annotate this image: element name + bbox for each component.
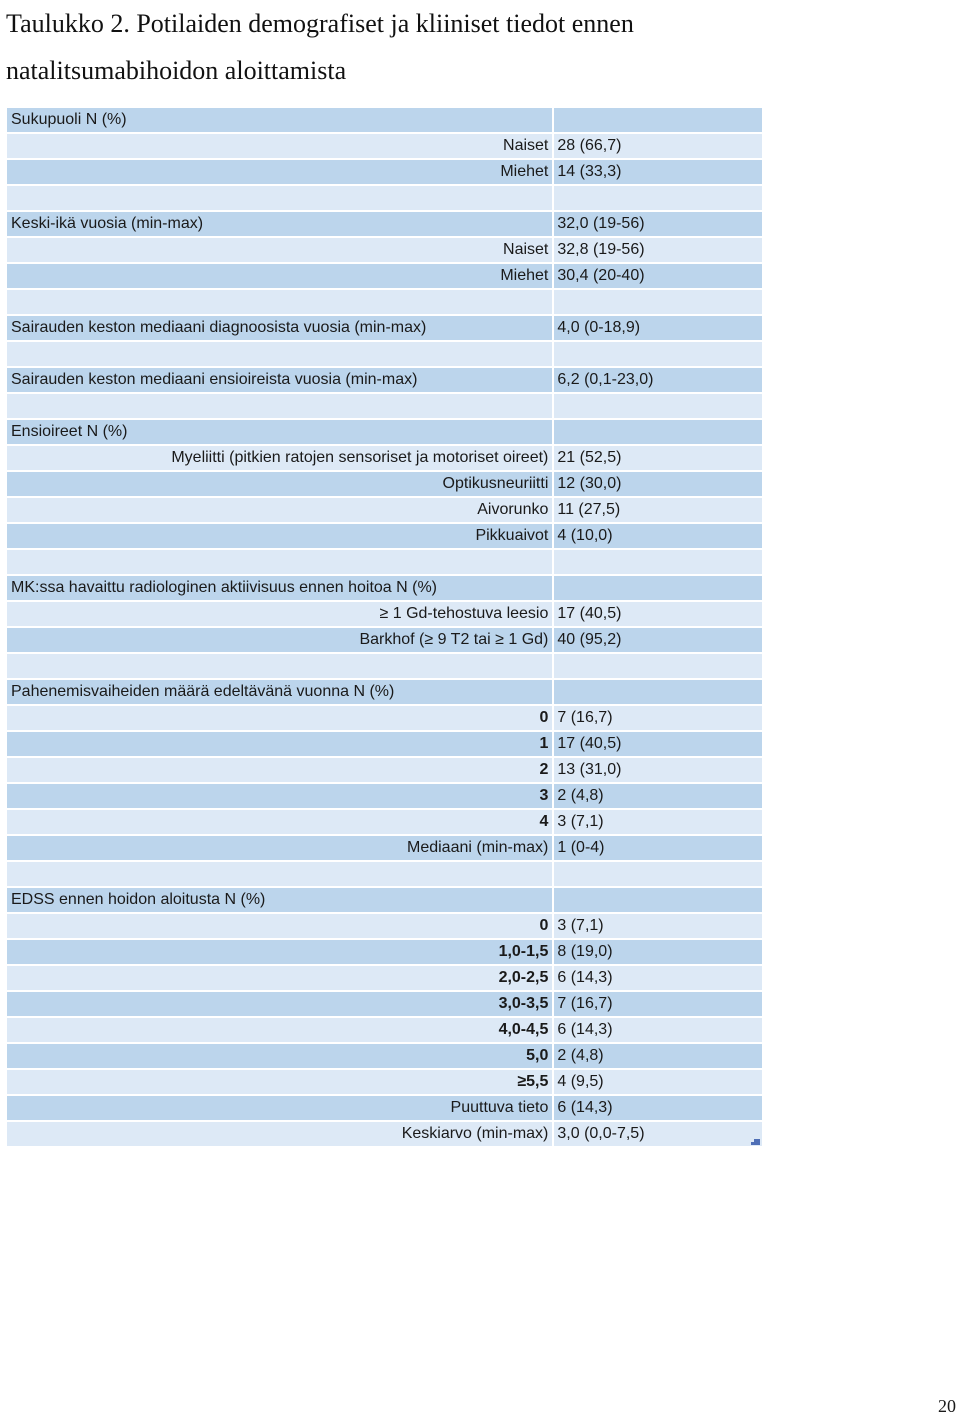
table-row: [7, 680, 762, 704]
table-row: [7, 784, 762, 808]
table-caption: [6, 0, 906, 94]
row-value: 14 (33,3): [554, 160, 762, 184]
row-label: 0: [7, 914, 552, 938]
row-value: 8 (19,0): [554, 940, 762, 964]
row-label: Miehet: [7, 160, 552, 184]
row-label: Puuttuva tieto: [7, 1096, 552, 1120]
row-label: Ensioireet N (%): [7, 420, 552, 444]
row-value: 32,0 (19-56): [554, 212, 762, 236]
row-label: Naiset: [7, 134, 552, 158]
row-label: Naiset: [7, 238, 552, 262]
row-value: 17 (40,5): [554, 602, 762, 626]
row-label: [7, 394, 552, 418]
row-value: [554, 654, 762, 678]
row-value: [554, 550, 762, 574]
row-value: [554, 420, 762, 444]
row-value: 40 (95,2): [554, 628, 762, 652]
table-row: [7, 420, 762, 444]
row-label: Optikusneuriitti: [7, 472, 552, 496]
table-row: [7, 836, 762, 860]
row-label: Pahenemisvaiheiden määrä edeltävänä vuonna N (%): [7, 680, 552, 704]
row-value: [554, 888, 762, 912]
table-row: [7, 940, 762, 964]
table-row: [7, 628, 762, 652]
table-row: [7, 238, 762, 262]
row-value: 6 (14,3): [554, 1018, 762, 1042]
row-value: [554, 186, 762, 210]
row-label: Keski-ikä vuosia (min-max): [7, 212, 552, 236]
row-label: 5,0: [7, 1044, 552, 1068]
table-row: [7, 888, 762, 912]
table-row: [7, 368, 762, 392]
table-row: [7, 654, 762, 678]
row-label: 2,0-2,5: [7, 966, 552, 990]
table-row: [7, 602, 762, 626]
table-row: [7, 134, 762, 158]
row-label: [7, 186, 552, 210]
row-value: 6,2 (0,1-23,0): [554, 368, 762, 392]
row-label: Miehet: [7, 264, 552, 288]
table-row: [7, 1070, 762, 1094]
row-value: 4 (9,5): [554, 1070, 762, 1094]
row-label: 4: [7, 810, 552, 834]
row-label: [7, 862, 552, 886]
table-row: [7, 160, 762, 184]
row-label: 4,0-4,5: [7, 1018, 552, 1042]
row-label: EDSS ennen hoidon aloitusta N (%): [7, 888, 552, 912]
row-label: ≥5,5: [7, 1070, 552, 1094]
row-value: 3 (7,1): [554, 810, 762, 834]
row-value: [554, 862, 762, 886]
row-label: Myeliitti (pitkien ratojen sensoriset ja motoriset oireet): [7, 446, 552, 470]
row-label: [7, 654, 552, 678]
row-value: [554, 576, 762, 600]
row-value: 30,4 (20-40): [554, 264, 762, 288]
table-row: [7, 316, 762, 340]
row-label: Mediaani (min-max): [7, 836, 552, 860]
row-label: [7, 342, 552, 366]
row-value: 7 (16,7): [554, 706, 762, 730]
table-row: [7, 914, 762, 938]
table-row: [7, 342, 762, 366]
row-value: [554, 108, 762, 132]
row-value: 4,0 (0-18,9): [554, 316, 762, 340]
table-row: [7, 446, 762, 470]
row-label: 2: [7, 758, 552, 782]
row-value: 21 (52,5): [554, 446, 762, 470]
resize-handle-icon: [754, 1139, 760, 1145]
row-label: MK:ssa havaittu radiologinen aktiivisuus ennen hoitoa N (%): [7, 576, 552, 600]
row-value: 6 (14,3): [554, 1096, 762, 1120]
row-label: 1,0-1,5: [7, 940, 552, 964]
row-value: 11 (27,5): [554, 498, 762, 522]
table-row: [7, 394, 762, 418]
table-row: [7, 212, 762, 236]
table-row: [7, 576, 762, 600]
table-row: [7, 108, 762, 132]
table-row: [7, 498, 762, 522]
row-value: 13 (31,0): [554, 758, 762, 782]
table-row: [7, 264, 762, 288]
table-row: [7, 862, 762, 886]
row-label: Barkhof (≥ 9 T2 tai ≥ 1 Gd): [7, 628, 552, 652]
table-row: [7, 810, 762, 834]
row-label: 1: [7, 732, 552, 756]
table-row: [7, 524, 762, 548]
row-label: 0: [7, 706, 552, 730]
row-value: 28 (66,7): [554, 134, 762, 158]
table-row: [7, 966, 762, 990]
table-row: [7, 290, 762, 314]
page-number: 20: [938, 1396, 956, 1416]
row-value: 6 (14,3): [554, 966, 762, 990]
table-caption-line-2: natalitsumabihoidon aloittamista: [6, 56, 347, 85]
table-row: [7, 1044, 762, 1068]
row-label: 3,0-3,5: [7, 992, 552, 1016]
table-row: [7, 1018, 762, 1042]
row-value: 7 (16,7): [554, 992, 762, 1016]
table-row: [7, 1096, 762, 1120]
row-value: [554, 394, 762, 418]
row-value: 2 (4,8): [554, 1044, 762, 1068]
table-row: [7, 550, 762, 574]
row-value: 17 (40,5): [554, 732, 762, 756]
row-value: [554, 290, 762, 314]
row-value: 3,0 (0,0-7,5): [554, 1122, 762, 1146]
row-value: 1 (0-4): [554, 836, 762, 860]
table-row: [7, 732, 762, 756]
row-value: 32,8 (19-56): [554, 238, 762, 262]
table-row: [7, 472, 762, 496]
table-row: [7, 992, 762, 1016]
table-row: [7, 758, 762, 782]
table-row: [7, 706, 762, 730]
row-label: 3: [7, 784, 552, 808]
row-value: 3 (7,1): [554, 914, 762, 938]
table-row: [7, 1122, 762, 1146]
table-row: [7, 186, 762, 210]
row-label: Sairauden keston mediaani diagnoosista vuosia (min-max): [7, 316, 552, 340]
row-value: 4 (10,0): [554, 524, 762, 548]
row-label: Aivorunko: [7, 498, 552, 522]
row-label: ≥ 1 Gd-tehostuva leesio: [7, 602, 552, 626]
row-label: [7, 290, 552, 314]
patient-data-table: [7, 108, 762, 1148]
row-value: [554, 342, 762, 366]
table-caption-line-1: Taulukko 2. Potilaiden demografiset ja kliiniset tiedot ennen: [6, 9, 634, 38]
row-label: Pikkuaivot: [7, 524, 552, 548]
row-value: 12 (30,0): [554, 472, 762, 496]
row-value: 2 (4,8): [554, 784, 762, 808]
row-label: Keskiarvo (min-max): [7, 1122, 552, 1146]
row-label: Sairauden keston mediaani ensioireista vuosia (min-max): [7, 368, 552, 392]
row-value: [554, 680, 762, 704]
row-label: Sukupuoli N (%): [7, 108, 552, 132]
row-label: [7, 550, 552, 574]
